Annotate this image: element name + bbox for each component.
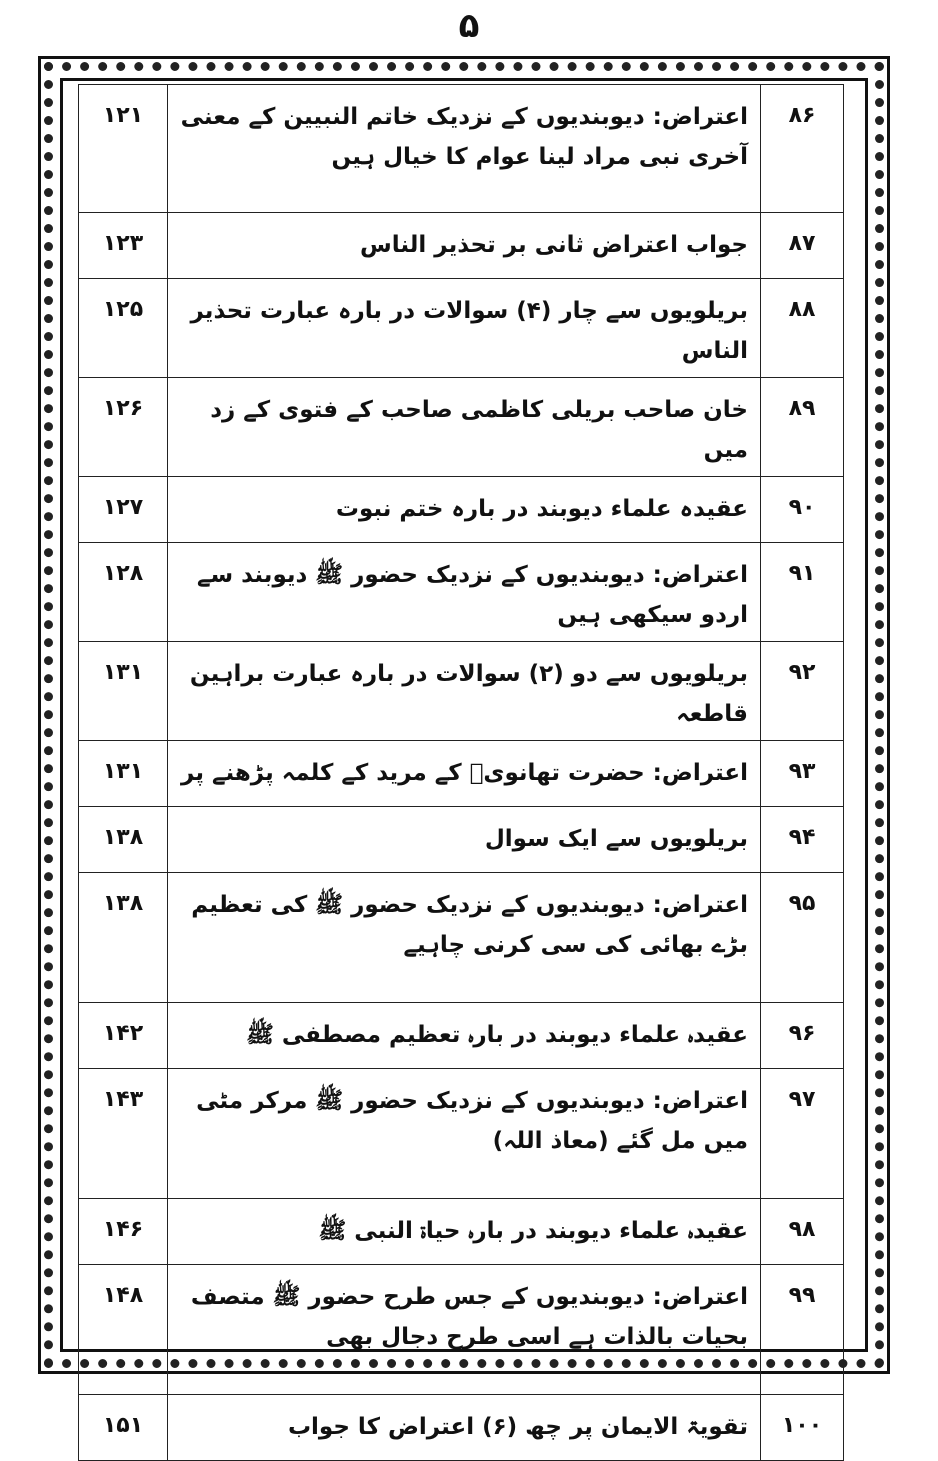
entry-title: اعتراض: دیوبندیوں کے نزدیک حضور ﷺ کی تعظیم بڑے بھائی کی سی کرنی چاہیے [168, 873, 761, 1003]
toc-row [79, 477, 844, 543]
entry-page: ۱۲۷ [79, 477, 168, 543]
entry-page: ۱۴۲ [79, 1003, 168, 1069]
entry-title: اعتراض: حضرت تھانویؒ کے مرید کے کلمہ پڑھنے پر [168, 741, 761, 807]
toc-row [79, 213, 844, 279]
entry-title: بریلویوں سے ایک سوال [168, 807, 761, 873]
entry-number: ۸۶ [761, 85, 844, 213]
page-number: ۵ [458, 6, 480, 46]
entry-number: ۹۲ [761, 642, 844, 741]
entry-title: بریلویوں سے چار (۴) سوالات در بارہ عبارت تحذیر الناس [168, 279, 761, 378]
entry-page: ۱۲۶ [79, 378, 168, 477]
entry-title: عقیدہ علماء دیوبند در بارہ ختم نبوت [168, 477, 761, 543]
entry-title: عقیدہ علماء دیوبند در بارہ حیاۃ النبی ﷺ [168, 1199, 761, 1265]
entry-number: ۹۸ [761, 1199, 844, 1265]
toc-row [79, 378, 844, 477]
entry-page: ۱۴۸ [79, 1265, 168, 1395]
entry-page: ۱۲۱ [79, 85, 168, 213]
toc-row [79, 1003, 844, 1069]
toc-row [79, 543, 844, 642]
entry-page: ۱۵۱ [79, 1395, 168, 1461]
entry-page: ۱۳۸ [79, 873, 168, 1003]
entry-number: ۹۳ [761, 741, 844, 807]
entry-number: ۸۹ [761, 378, 844, 477]
entry-number: ۹۹ [761, 1265, 844, 1395]
entry-number: ۹۵ [761, 873, 844, 1003]
entry-title: خان صاحب بریلی کاظمی صاحب کے فتوی کے زد میں [168, 378, 761, 477]
entry-number: ۹۷ [761, 1069, 844, 1199]
table-of-contents [78, 84, 844, 1461]
entry-number: ۹۶ [761, 1003, 844, 1069]
toc-row [79, 279, 844, 378]
entry-number: ۹۴ [761, 807, 844, 873]
toc-row [79, 1265, 844, 1395]
entry-title: تقویۃ الایمان پر چھ (۶) اعتراض کا جواب [168, 1395, 761, 1461]
entry-page: ۱۳۱ [79, 642, 168, 741]
entry-title: اعتراض: دیوبندیوں کے جس طرح حضور ﷺ متصف بحیات بالذات ہے اسی طرح دجال بھی [168, 1265, 761, 1395]
toc-row [79, 85, 844, 213]
entry-page: ۱۲۵ [79, 279, 168, 378]
entry-page: ۱۳۱ [79, 741, 168, 807]
entry-page: ۱۳۸ [79, 807, 168, 873]
toc-row [79, 741, 844, 807]
entry-number: ۹۱ [761, 543, 844, 642]
entry-number: ۸۷ [761, 213, 844, 279]
entry-title: جواب اعتراض ثانی بر تحذیر الناس [168, 213, 761, 279]
entry-page: ۱۴۶ [79, 1199, 168, 1265]
toc-row [79, 807, 844, 873]
entry-title: بریلویوں سے دو (۲) سوالات در بارہ عبارت براہین قاطعہ [168, 642, 761, 741]
entry-page: ۱۴۳ [79, 1069, 168, 1199]
toc-row [79, 1199, 844, 1265]
entry-page: ۱۲۳ [79, 213, 168, 279]
entry-number: ۱۰۰ [761, 1395, 844, 1461]
toc-row [79, 873, 844, 1003]
entry-page: ۱۲۸ [79, 543, 168, 642]
toc-row [79, 642, 844, 741]
entry-number: ۸۸ [761, 279, 844, 378]
toc-row [79, 1069, 844, 1199]
entry-title: اعتراض: دیوبندیوں کے نزدیک حضور ﷺ دیوبند سے اردو سیکھی ہیں [168, 543, 761, 642]
entry-title: اعتراض: دیوبندیوں کے نزدیک حضور ﷺ مرکر مٹی میں مل گئے (معاذ اللہ) [168, 1069, 761, 1199]
entry-title: عقیدہ علماء دیوبند در بارہ تعظیم مصطفی ﷺ [168, 1003, 761, 1069]
entry-number: ۹۰ [761, 477, 844, 543]
toc-row [79, 1395, 844, 1461]
entry-title: اعتراض: دیوبندیوں کے نزدیک خاتم النبیین کے معنی آخری نبی مراد لینا عوام کا خیال ہیں [168, 85, 761, 213]
